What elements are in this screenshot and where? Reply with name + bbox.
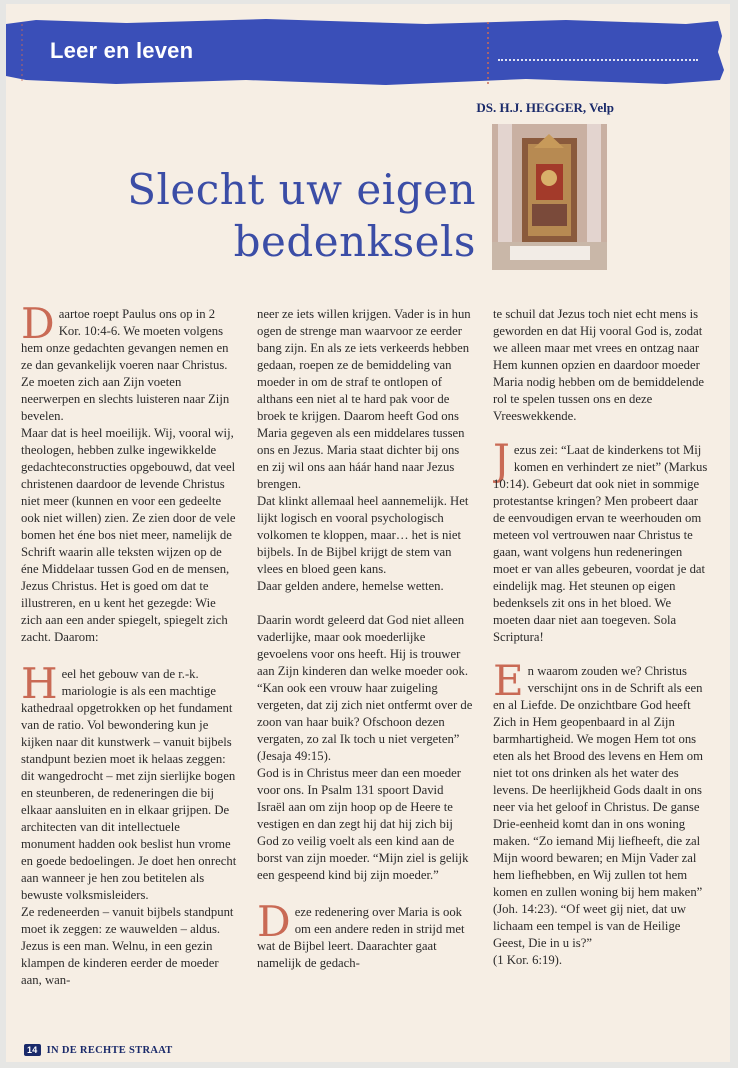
drop-cap: J — [493, 435, 510, 484]
paragraph — [21, 306, 237, 425]
paragraph-text: eze redenering over Maria is ook om een andere reden in strijd met wat de Bijbel leert. Daarachter gaat namelijk de gedach- — [257, 905, 465, 970]
drop-cap: D — [257, 897, 291, 946]
page-footer — [24, 1044, 173, 1056]
paragraph: Maar dat is heel moeilijk. Wij, vooral wij, theologen, hebben zulke ingewikkelde gedachteconstructies opgebouwd, dat veel christenen daardoor de levende Christus niet meer (kunnen en voor een gedeelte ook niet willen) zien. Ze zien door de vele bomen het éne bos niet meer, namelijk de Schrift waarin alle teksten wijzen op de éne Middelaar tussen God en de mensen, Jezus Christus. Het is goed om dat te illustreren, en u kent het gezegde: Wie zich aan een ander spiegelt, spiegelt zich zacht. Daarom: — [21, 426, 236, 644]
headline-line-2: bedenksels — [233, 217, 476, 266]
text-column-2 — [257, 306, 473, 1038]
paragraph — [257, 897, 473, 972]
paragraph — [493, 656, 709, 952]
article-body — [21, 306, 721, 1038]
drop-cap: H — [21, 659, 58, 708]
paragraph: te schuil dat Jezus toch niet echt mens is geworden en dat Hij vooral God is, zodat we alleen maar met vrees en ontzag naar Hem kunnen opzien en daardoor moeder Maria nodig hebben om de bemiddelende rol te spelen tussen ons en deze Vreeswekkende. — [493, 307, 705, 423]
paragraph-text: n waarom zouden we? Christus verschijnt ons in de Schrift als een en al Liefde. De onzichtbare God heeft Zich in Hem geopenbaard in al Zijn barmhartigheid. We mogen Hem tot ons eten als het Brood des levens en Hem om niet tot ons drinken als het water des levens. De heerlijkheid Gods daalt in ons neer via het geloof in Christus. De ganse Drie-eenheid komt dan in ons woning maken. “Zo iemand Mij liefheeft, die zal Mijn woord bewaren; en Mijn Vader zal hem liefhebben, en Wij zullen tot hem komen en zullen woning bij hem maken” (Joh. 14:23). “Of weet gij niet, dat uw lichaam een tempel is van de Heilige Geest, Die in u is?” — [493, 664, 703, 950]
paragraph: (1 Kor. 6:19). — [493, 953, 563, 967]
drop-cap: E — [493, 656, 524, 705]
paragraph: Dat klinkt allemaal heel aannemelijk. Het lijkt logisch en vooral psychologisch volkomen te kloppen, maar… het is niet bijbels. In de Bijbel krijgt de stem van vlees en bloed geen kans. — [257, 494, 469, 576]
text-column-1 — [21, 306, 237, 1038]
magazine-page — [6, 4, 730, 1062]
paragraph: Ze redeneerden – vanuit bijbels standpunt moet ik zeggen: ze wauwelden – aldus. Jezus is een man. Welnu, in een gezin klampen de kinderen eerder de moeder aan, wan- — [21, 905, 234, 987]
section-title: Leer en leven — [50, 38, 194, 63]
paragraph: Daar gelden andere, hemelse wetten. — [257, 579, 444, 593]
banner-dotted-line — [498, 59, 698, 61]
magazine-name: IN DE RECHTE STRAAT — [46, 1045, 173, 1056]
paragraph — [21, 659, 237, 904]
church-interior-photo — [492, 124, 607, 270]
paragraph-text: ezus zei: “Laat de kinderkens tot Mij komen en verhindert ze niet” (Markus 10:14). Gebeurt dat ook niet in sommige protestantse kringen? Men probeert daar de eenvoudigen ervan te weerhouden om meteen vol vertrouwen naar Christus te gaan, want volgens hun redeneringen moet er van alles gebeuren, voordat je dat eindelijk mag. Het steunen op eigen bedenksels zit ons in het bloed. We moeten daar niet aan toegeven. Sola Scriptura! — [493, 443, 708, 644]
drop-cap: D — [21, 306, 55, 348]
article-headline — [116, 164, 476, 268]
author-byline: DS. H.J. HEGGER, Velp — [476, 100, 614, 115]
section-banner — [6, 18, 730, 90]
headline-line-1: Slecht uw eigen — [127, 165, 476, 214]
paragraph: neer ze iets willen krijgen. Vader is in hun ogen de strenge man waarvoor ze eerder bang zijn. En als ze iets verkeerds hebben gedaan, roepen ze de bemiddeling van moeder in om de straf te ontlopen of althans een niet al te hard pak voor de broek te krijgen. Daarom heeft God ons Maria gegeven als een middelares tussen ons en Jezus. Maria staat dichter bij ons en zij wil ons aan háár hand naar Jezus brengen. — [257, 307, 471, 491]
paragraph — [493, 435, 709, 646]
page-number: 14 — [24, 1044, 41, 1056]
paragraph: Daarin wordt geleerd dat God niet alleen vaderlijke, maar ook moederlijke gevoelens voor ons heeft. Hij is trouwer aan Zijn kinderen dan welke moeder ook. “Kan ook een vrouw haar zuigeling vergeten, dat zij zich niet ontfermt over de zoon van haar buik? Ofschoon dezen vergaten, zo zal Ik toch u niet vergeten” (Jesaja 49:15). — [257, 613, 473, 763]
paragraph: God is in Christus meer dan een moeder voor ons. In Psalm 131 spoort David Israël aan om zijn hoop op de Heere te vestigen en dan zegt hij dat hij zich bij God zo veilig voelt als een kind aan de borst van zijn moeder. “Mijn ziel is gelijk een gespeend kind bij zijn moeder.” — [257, 766, 469, 882]
paragraph-text: aartoe roept Paulus ons op in 2 Kor. 10:4-6. We moeten volgens hem onze gedachten gevangen nemen en ze dan gevankelijk voeren naar Christus. Ze moeten zich aan Zijn voeten neerwerpen en slechts luisteren naar Zijn bevelen. — [21, 307, 230, 423]
text-column-3 — [493, 306, 709, 1038]
paragraph-text: eel het gebouw van de r.-k. mariologie is als een machtige kathedraal opgetrokken op het fundament van de ratio. Vol bewondering kun je kijken naar dit kunstwerk – vanuit bijbels standpunt bezien moet ik helaas zeggen: dit wangedrocht – met zijn sierlijke bogen en steunberen, de redeneringen die bij elkaar aansluiten en in elkaar grijpen. De architecten van dit intellectuele monument hadden ook beslist hun vrome en goede bedoelingen. Je doet hen onrecht aan wanneer je hen zou betitelen als bewuste volksmisleiders. — [21, 667, 237, 902]
